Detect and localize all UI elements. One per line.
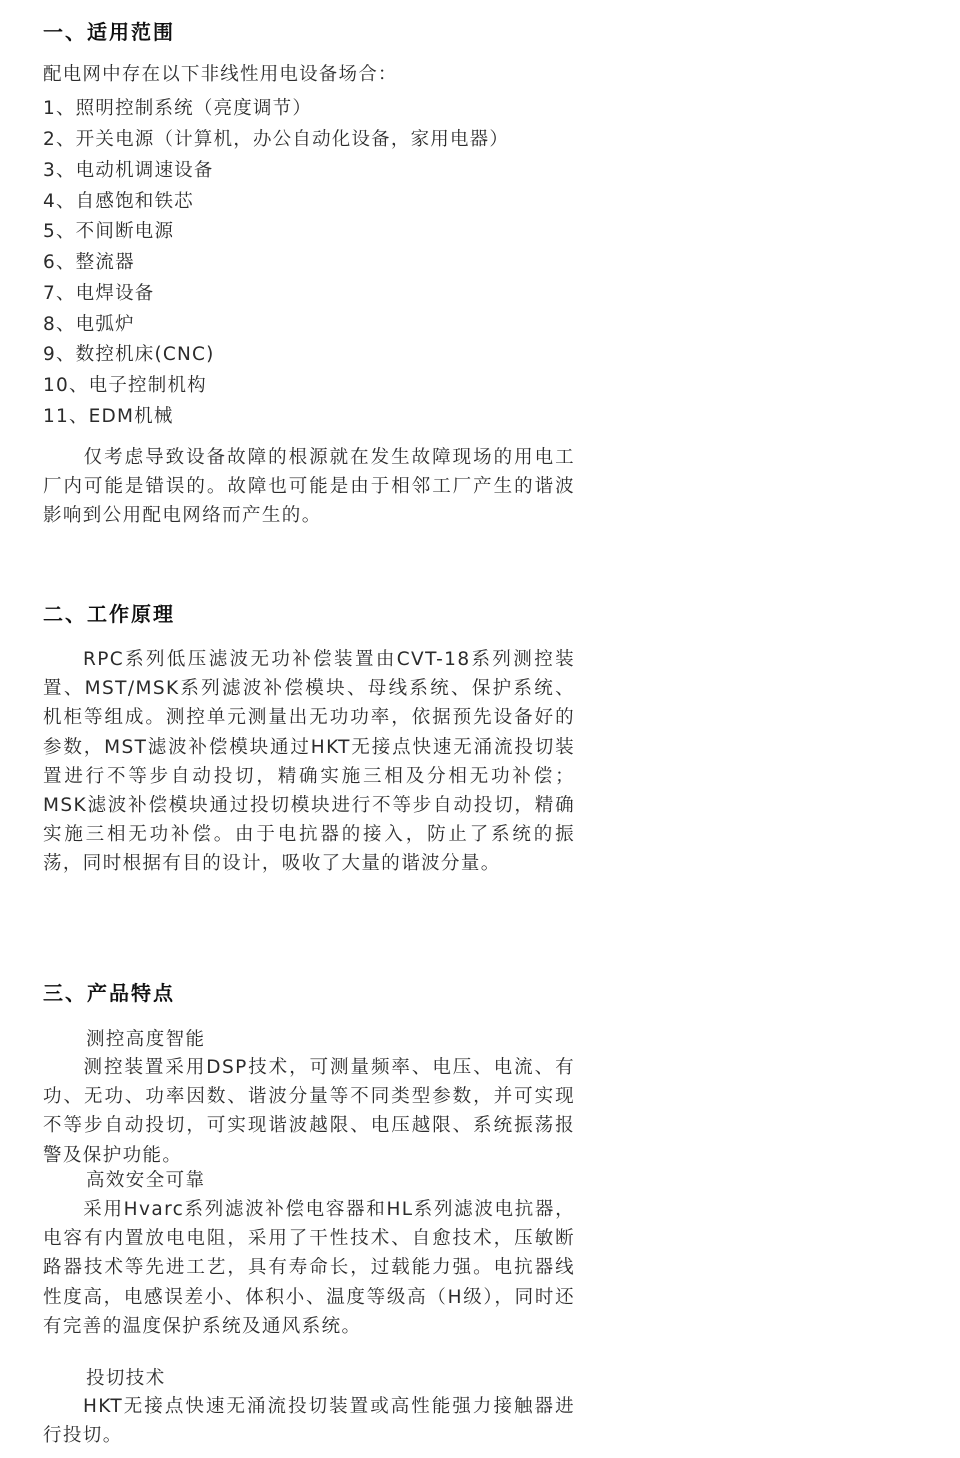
feature-body-text: 采用Hvarc系列滤波补偿电容器和HL系列滤波电抗器，电容有内置放电电阻，采用了干性技术、自愈技术，压敏断路器技术等先进工艺，具有寿命长，过载能力强。电抗器线性度高，电感误差小、体积小、温度等级高（H级），同时还有完善的温度保护系统及通风系统。 xyxy=(43,1199,575,1337)
feature-body-text: 测控装置采用DSP技术，可测量频率、电压、电流、有功、无功、功率因数、谐波分量等不同类型参数，并可实现不等步自动投切，可实现谐波越限、电压越限、系统振荡报警及保护功能。 xyxy=(43,1057,575,1166)
list-item: 4、自感饱和铁芯 xyxy=(43,191,194,212)
feature-title: 测控高度智能 xyxy=(86,1029,206,1050)
list-item: 8、电弧炉 xyxy=(43,314,135,335)
section-3-heading: 三、产品特点 xyxy=(43,981,175,1005)
section-1-note xyxy=(43,443,575,531)
feature-body xyxy=(43,1195,575,1341)
feature-body xyxy=(43,1053,575,1170)
section-2-heading: 二、工作原理 xyxy=(43,602,175,626)
section-2-body xyxy=(43,645,575,879)
list-item: 9、数控机床(CNC) xyxy=(43,344,215,365)
list-item: 2、开关电源（计算机，办公自动化设备，家用电器） xyxy=(43,129,510,150)
section-1-heading: 一、适用范围 xyxy=(43,20,175,44)
feature-body-text: HKT无接点快速无涌流投切装置或高性能强力接触器进行投切。 xyxy=(43,1396,575,1447)
feature-title: 高效安全可靠 xyxy=(86,1170,206,1191)
list-item: 5、不间断电源 xyxy=(43,221,175,242)
list-item: 3、电动机调速设备 xyxy=(43,160,214,181)
list-item: 6、整流器 xyxy=(43,252,135,273)
section-2-body-text: RPC系列低压滤波无功补偿装置由CVT-18系列测控装置、MST/MSK系列滤波补偿模块、母线系统、保护系统、机柜等组成。测控单元测量出无功功率，依据预先设备好的参数，MST滤波补偿模块通过HKT无接点快速无涌流投切装置进行不等步自动投切，精确实施三相及分相无功补偿；MSK滤波补偿模块通过投切模块进行不等步自动投切，精确实施三相无功补偿。由于电抗器的接入，防止了系统的振荡，同时根据有目的设计，吸收了大量的谐波分量。 xyxy=(43,649,575,875)
section-1-intro: 配电网中存在以下非线性用电设备场合： xyxy=(43,64,398,85)
list-item: 10、电子控制机构 xyxy=(43,375,207,396)
section-1-note-text: 仅考虑导致设备故障的根源就在发生故障现场的用电工厂内可能是错误的。故障也可能是由于相邻工厂产生的谐波影响到公用配电网络而产生的。 xyxy=(43,447,575,527)
feature-body xyxy=(43,1392,575,1450)
list-item: 11、EDM机械 xyxy=(43,406,174,427)
list-item: 7、电焊设备 xyxy=(43,283,155,304)
list-item: 1、照明控制系统（亮度调节） xyxy=(43,98,313,119)
feature-title: 投切技术 xyxy=(86,1368,166,1389)
